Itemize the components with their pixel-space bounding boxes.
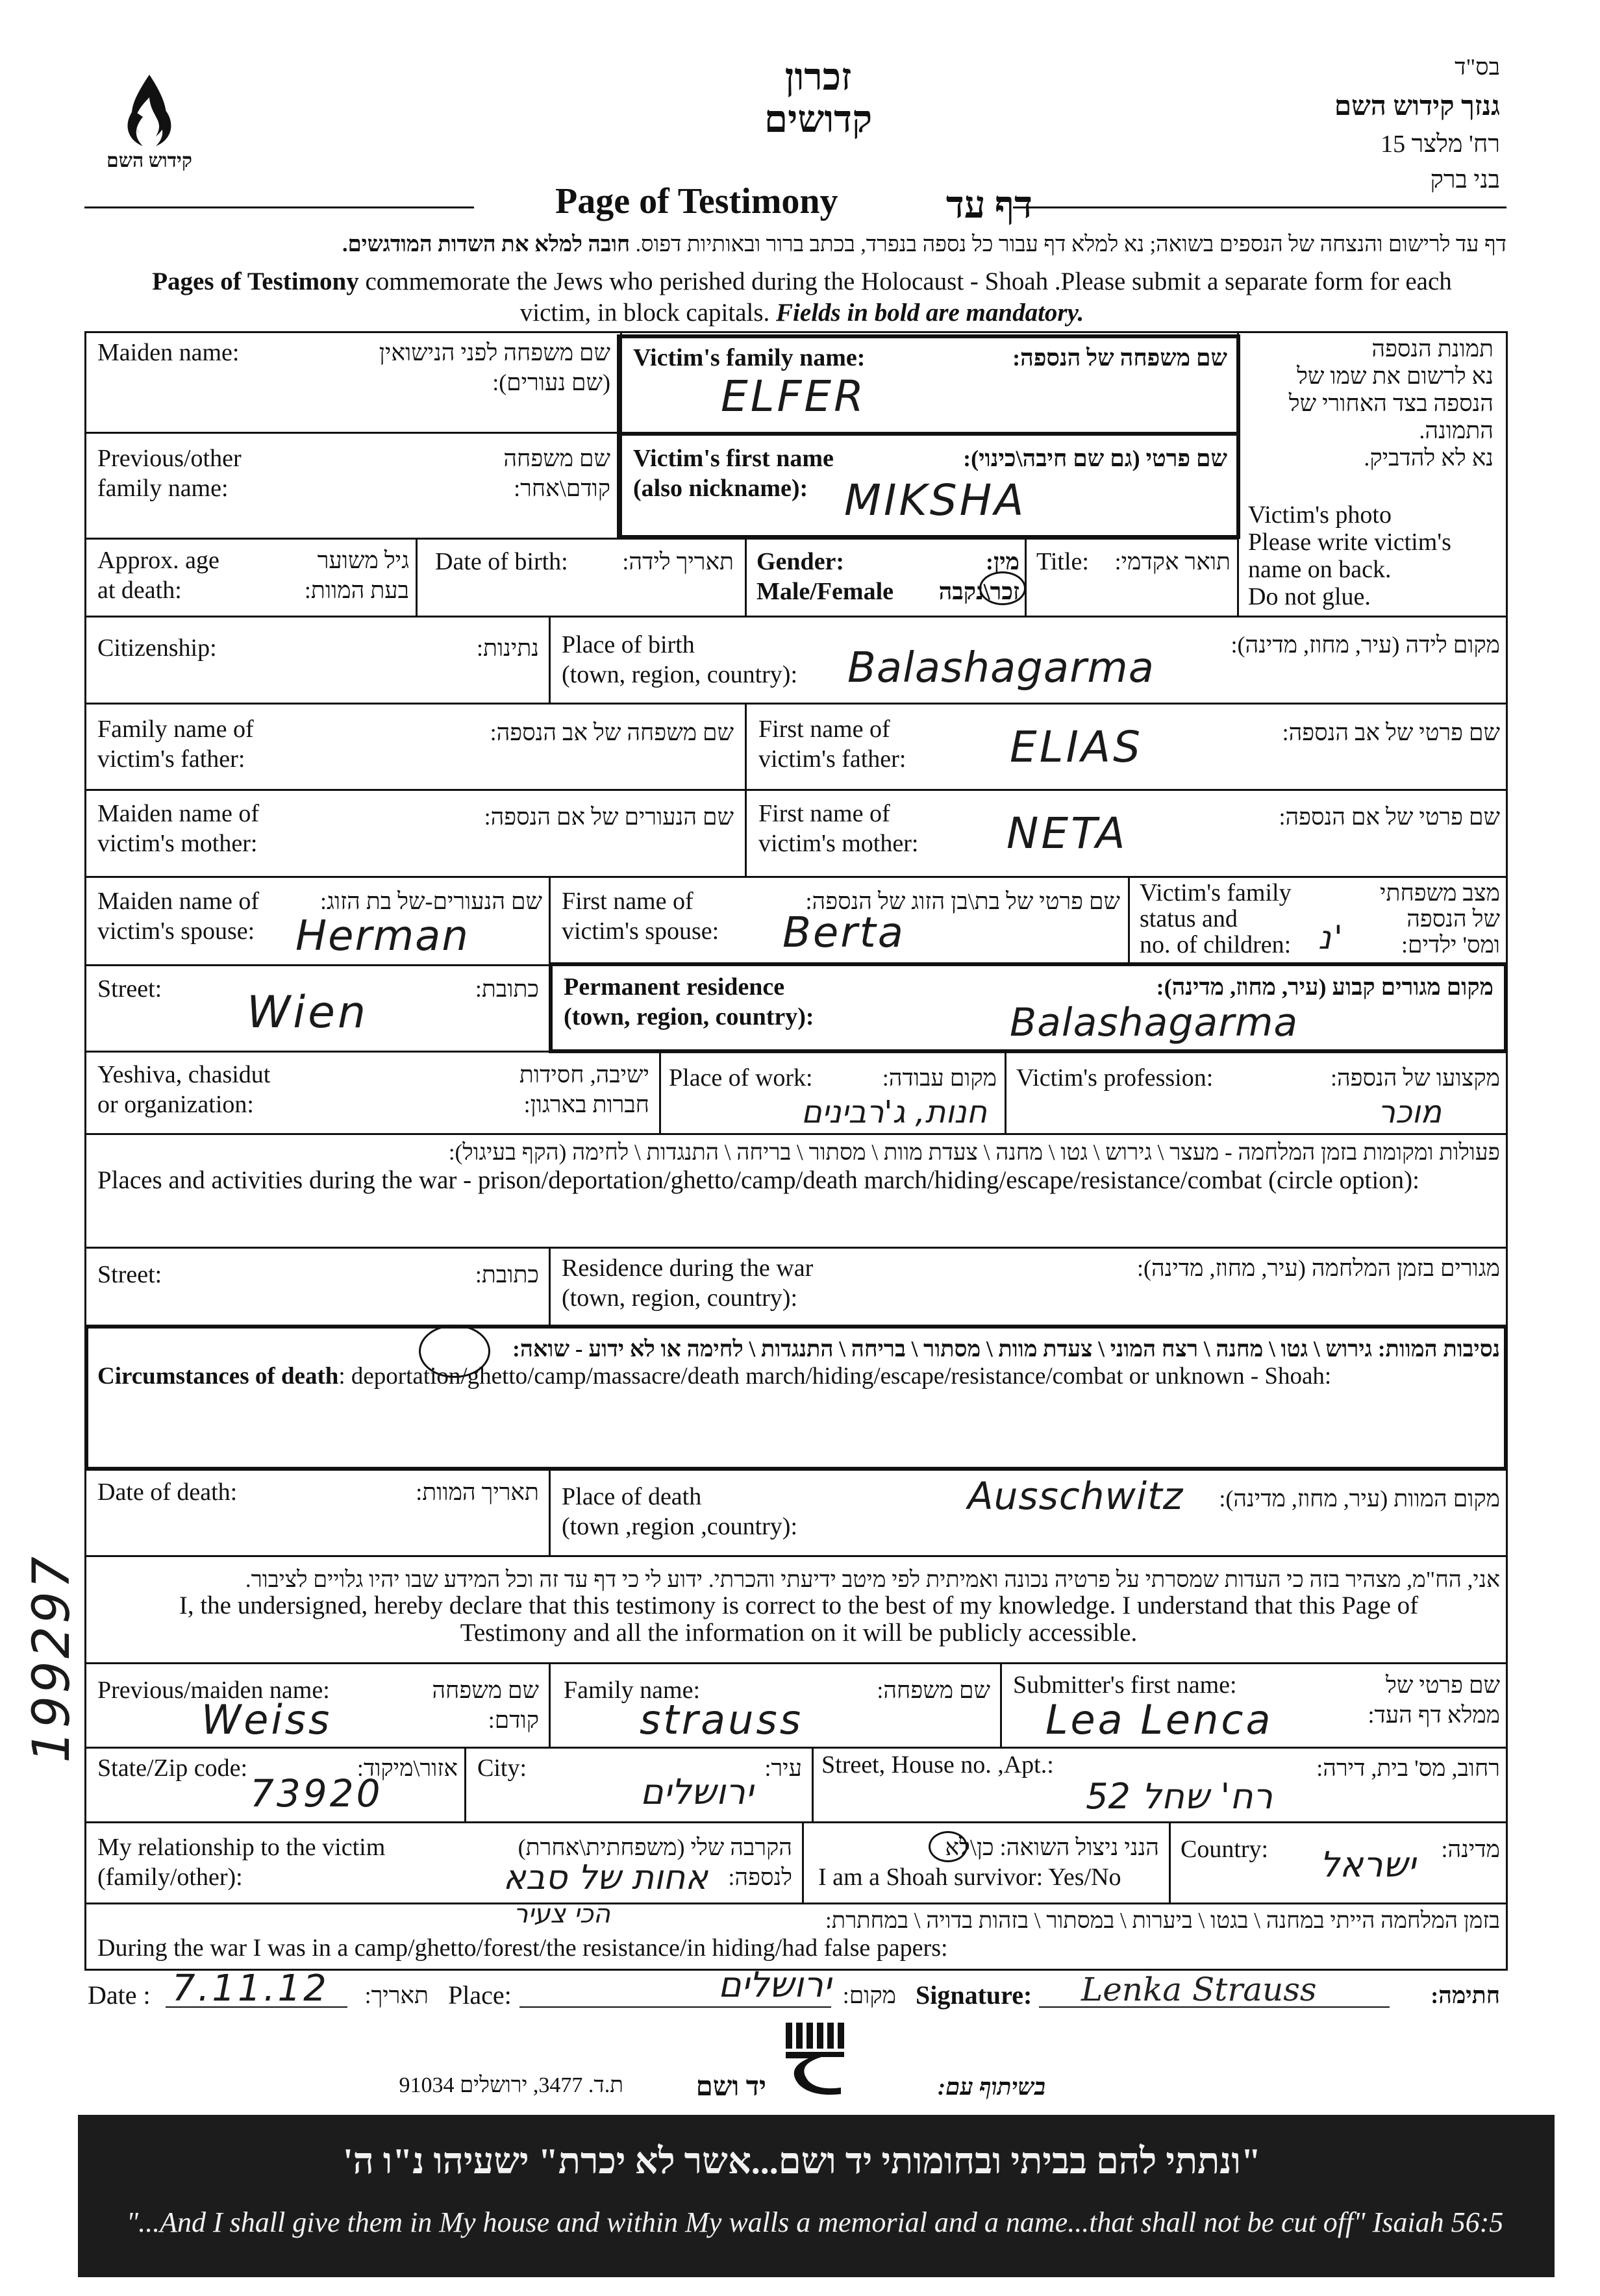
photo-en-4: Do not glue. bbox=[1248, 583, 1371, 610]
rule bbox=[1169, 1821, 1171, 1903]
rule bbox=[1025, 538, 1027, 616]
instructions-he-mandatory: חובה למלא את השדות המודגשים. bbox=[342, 232, 631, 256]
father-first-value[interactable]: ELIAS bbox=[1010, 722, 1143, 772]
rule bbox=[812, 1747, 814, 1821]
photo-he-3: הנספה בצד האחורי של bbox=[1288, 390, 1494, 416]
date-label: Date : bbox=[88, 1980, 151, 2010]
gender-he-1: מין: bbox=[986, 549, 1019, 575]
relationship-label-he: הקרבה שלי (משפחתית\אחרת) לנספה: bbox=[518, 1834, 792, 1890]
rule bbox=[84, 789, 1508, 791]
war-residence-label-he: מגורים בזמן המלחמה (עיר, מחוז, מדינה): bbox=[1136, 1255, 1500, 1281]
place-of-death-value[interactable]: Ausschwitz bbox=[968, 1474, 1184, 1518]
first-name-value[interactable]: MIKSHA bbox=[844, 475, 1027, 525]
pob-label-he: מקום לידה (עיר, מחוז, מדינה): bbox=[1231, 632, 1500, 658]
mother-maiden-label bbox=[97, 799, 259, 858]
citizenship-label: Citizenship: bbox=[97, 634, 217, 662]
age-label bbox=[97, 545, 219, 605]
family-name-label: Victim's family name: bbox=[633, 344, 866, 371]
rule bbox=[1005, 1051, 1006, 1133]
partner-label: בשיתוף עם: bbox=[938, 2074, 1045, 2100]
rule bbox=[84, 538, 1239, 540]
rule bbox=[549, 1471, 551, 1555]
father-first-label-he: שם פרטי של אב הנספה: bbox=[1282, 719, 1500, 745]
permanent-residence-label bbox=[564, 972, 814, 1032]
permanent-residence-value[interactable]: Balashagarma bbox=[1010, 1000, 1299, 1045]
circumstances-he: נסיבות המוות: גירוש \ גטו \ מחנה \ רצח המוני \ צעדת מוות \ מסתור \ בריחה \ התנגדות \ לחימה או לא ידוע - שואה: bbox=[512, 1336, 1500, 1362]
rule bbox=[84, 616, 1508, 618]
submitter-prev-label: Previous/maiden name: bbox=[97, 1677, 330, 1704]
date-value[interactable]: 7.11.12 bbox=[172, 1967, 329, 2010]
rule bbox=[84, 1247, 1508, 1249]
shoah-circle[interactable] bbox=[419, 1325, 490, 1378]
submitter-first-value[interactable]: Lea Lenca bbox=[1045, 1696, 1273, 1743]
rule bbox=[84, 876, 1508, 878]
father-family-label bbox=[97, 714, 254, 774]
title-label: Title: bbox=[1036, 548, 1089, 575]
circumstances-en-bold: Circumstances of death bbox=[97, 1363, 339, 1390]
pob-value[interactable]: Balashagarma bbox=[847, 644, 1155, 692]
relationship-value[interactable]: אחות של סבא bbox=[503, 1858, 708, 1897]
place-of-death-en-2: (town ,region ,country): bbox=[562, 1513, 798, 1540]
country-value[interactable]: ישראל bbox=[1319, 1844, 1416, 1885]
father-first-en-1: First name of bbox=[758, 716, 890, 743]
submitter-family-label-he: שם משפחה: bbox=[877, 1677, 990, 1703]
pob-label bbox=[562, 630, 797, 690]
father-family-en-2: victim's father: bbox=[97, 745, 245, 773]
profession-label-he: מקצועו של הנספה: bbox=[1330, 1065, 1500, 1091]
city-value[interactable]: ירושלים bbox=[640, 1771, 753, 1812]
yeshiva-en-1: Yeshiva, chasidut bbox=[97, 1061, 271, 1088]
signature-label: Signature: bbox=[916, 1980, 1032, 2010]
flame-logo-icon bbox=[110, 71, 188, 195]
rule bbox=[464, 1747, 466, 1821]
zip-value[interactable]: 73920 bbox=[250, 1771, 383, 1816]
place-label: Place: bbox=[448, 1980, 512, 2010]
rule bbox=[549, 616, 551, 703]
war-residence-label bbox=[562, 1253, 813, 1313]
rule bbox=[549, 1247, 551, 1325]
dob-label: Date of birth: bbox=[435, 548, 568, 575]
rule bbox=[84, 432, 623, 434]
rule bbox=[1128, 876, 1130, 964]
photo-he-5: נא לא להדביק. bbox=[1364, 445, 1494, 471]
place-value[interactable]: ירושלים bbox=[718, 1964, 831, 2005]
submitter-prev-label-he: שם משפחה קודם: bbox=[432, 1677, 539, 1733]
street-label: Street: bbox=[97, 975, 162, 1003]
place-of-death-label bbox=[562, 1482, 797, 1541]
circumstances-en bbox=[97, 1362, 1331, 1390]
photo-he-4: התמונה. bbox=[1419, 418, 1494, 443]
header-right-rule bbox=[1013, 206, 1506, 208]
war-residence-en-1: Residence during the war bbox=[562, 1254, 814, 1282]
profession-value[interactable]: מוכר bbox=[1377, 1094, 1442, 1130]
page-title-he: דף עד bbox=[945, 184, 1032, 226]
instructions-en-text: commemorate the Jews who perished during the Holocaust - Shoah .Please submit a separate form for each bbox=[358, 268, 1452, 295]
submitter-family-label: Family name: bbox=[564, 1677, 701, 1704]
father-first-en-2: victim's father: bbox=[758, 745, 906, 773]
spouse-maiden-value[interactable]: Herman bbox=[295, 912, 469, 960]
work-label-he: מקום עבודה: bbox=[882, 1065, 997, 1091]
declaration-he: אני, הח"מ, מצהיר בזה כי העדות שמסרתי על פרטיה נכונה ואמיתית לפי מיטב ידיעתי והכרתי. ידוע לי כי דף עד זה וכל המידע שבו יהיו גלויים לציבור. bbox=[245, 1567, 1500, 1592]
family-status-label bbox=[1140, 880, 1292, 958]
spouse-maiden-label-he: שם הנעורים-של בת הזוג: bbox=[320, 888, 542, 914]
relationship-en-1: My relationship to the victim bbox=[97, 1834, 386, 1861]
place-of-death-label-he: מקום המוות (עיר, מחוז, מדינה): bbox=[1219, 1486, 1500, 1512]
rule bbox=[84, 703, 1508, 705]
war-street-label-he: כתובת: bbox=[475, 1262, 539, 1288]
spouse-first-en-1: First name of bbox=[562, 888, 694, 915]
age-en-1: Approx. age bbox=[97, 547, 219, 574]
photo-en-2: Please write victim's bbox=[1248, 529, 1451, 556]
family-status-en-1: Victim's family bbox=[1140, 879, 1292, 906]
war-status-value[interactable]: הכי צעיר bbox=[513, 1899, 610, 1929]
submitter-first-label: Submitter's first name: bbox=[1013, 1671, 1237, 1699]
spouse-first-label-he: שם פרטי של בת\בן הזוג של הנספה: bbox=[805, 888, 1120, 914]
family-status-he-1: מצב משפחתי bbox=[1380, 880, 1500, 906]
gender-label bbox=[756, 547, 894, 606]
age-en-2: at death: bbox=[97, 577, 182, 604]
father-first-label bbox=[758, 714, 906, 774]
photo-en-3: name on back. bbox=[1248, 556, 1392, 583]
citizenship-label-he: נתינות: bbox=[477, 635, 539, 661]
header-left-rule bbox=[84, 206, 474, 208]
spouse-maiden-label bbox=[97, 886, 259, 946]
relationship-label bbox=[97, 1832, 385, 1892]
first-name-label-he: שם פרטי (גם שם חיבה\כינוי): bbox=[963, 445, 1227, 471]
archive-name: גנזך קידוש השם bbox=[1334, 92, 1500, 121]
rule bbox=[1237, 331, 1239, 617]
photo-instructions-he bbox=[1247, 335, 1494, 471]
country-label: Country: bbox=[1181, 1836, 1269, 1863]
first-name-en-2: (also nickname): bbox=[633, 475, 808, 502]
bsd: בס"ד bbox=[1455, 54, 1500, 80]
rule bbox=[416, 538, 418, 616]
rule bbox=[84, 1555, 1508, 1557]
rule bbox=[84, 1903, 1508, 1904]
previous-name-en-1: Previous/other bbox=[97, 445, 242, 472]
rule bbox=[84, 1662, 1508, 1664]
war-residence-en-2: (town, region, country): bbox=[562, 1284, 798, 1312]
yadvashem-name: יד ושם bbox=[695, 2072, 766, 2102]
previous-name-he-1: שם משפחה bbox=[503, 445, 610, 471]
title-he-zikaron: זכרון bbox=[784, 56, 852, 98]
quote-he: "ונתתי להם בביתי ובחומותי יד ושם...אשר לא יכרת" ישעיהו נ"ו ה' bbox=[343, 2141, 1261, 2182]
instructions-en bbox=[97, 266, 1506, 329]
logo bbox=[106, 71, 192, 195]
gender-male-circle[interactable] bbox=[979, 571, 1026, 605]
maiden-name-label-he bbox=[364, 338, 610, 397]
photo-en-1: Victim's photo bbox=[1248, 501, 1392, 529]
archive-street: רח' מלצר 15 bbox=[1381, 131, 1500, 158]
instructions-en-mandatory: Fields in bold are mandatory. bbox=[776, 299, 1084, 327]
mother-first-label bbox=[758, 799, 918, 858]
age-label-he bbox=[286, 545, 409, 605]
yeshiva-he-1: ישיבה, חסידות bbox=[519, 1062, 649, 1088]
maiden-name-label: Maiden name: bbox=[97, 339, 240, 366]
work-value[interactable]: חנות, ג'רבינים bbox=[801, 1094, 987, 1130]
instructions-en-text-2: victim, in block capitals. bbox=[519, 299, 777, 327]
date-of-death-label: Date of death: bbox=[97, 1479, 238, 1506]
signature-value[interactable]: Lenka Strauss bbox=[1081, 1971, 1317, 2008]
country-label-he: מדינה: bbox=[1441, 1836, 1500, 1862]
relationship-en-2: (family/other): bbox=[97, 1864, 243, 1891]
rule bbox=[84, 1747, 1508, 1749]
spouse-maiden-en-2: victim's spouse: bbox=[97, 917, 255, 945]
spouse-first-value[interactable]: Berta bbox=[782, 909, 905, 957]
declaration-en-1: I, the undersigned, hereby declare that this testimony is correct to the best of my knowledge. I understand that this Page of bbox=[179, 1591, 1419, 1619]
place-line bbox=[519, 2006, 831, 2008]
war-places-he: פעולות ומקומות בזמן המלחמה - מעצר \ גירוש \ גטו \ מחנה \ צעדת מוות \ מסתור \ בריחה \ התנגדות \ לחימה (הקף בעיגול): bbox=[448, 1140, 1500, 1165]
city-label: City: bbox=[477, 1754, 527, 1782]
date-of-death-label-he: תאריך המוות: bbox=[416, 1479, 539, 1505]
margin-number: 199297 bbox=[23, 1554, 81, 1763]
family-status-he-2: של הנספה bbox=[1406, 906, 1500, 932]
submitter-first-he-2: ממלא דף העד: bbox=[1368, 1702, 1500, 1728]
gender-he-2: זכר\נקבה bbox=[938, 579, 1019, 605]
permanent-residence-label-he: מקום מגורים קבוע (עיר, מחוז, מדינה): bbox=[1156, 974, 1494, 1000]
place-of-death-en-1: Place of death bbox=[562, 1483, 702, 1510]
declaration-en-2: Testimony and all the information on it will be publicly accessible. bbox=[460, 1619, 1138, 1647]
instructions-he-text: דף עד לרישום והנצחה של הנספים בשואה; נא למלא דף עבור כל נספה בנפרד, בכתב ברור ובאותיות דפוס. bbox=[630, 232, 1506, 256]
logo-text: קידוש השם bbox=[106, 150, 192, 171]
father-family-en-1: Family name of bbox=[97, 716, 254, 743]
declaration-en bbox=[97, 1592, 1500, 1647]
submitter-first-label-he bbox=[1331, 1670, 1500, 1730]
rule bbox=[84, 1133, 1508, 1135]
photo-he-1: תמונת הנספה bbox=[1371, 336, 1494, 362]
profession-label: Victim's profession: bbox=[1016, 1064, 1214, 1092]
spouse-first-label bbox=[562, 886, 719, 946]
zip-label-he: אזור\מיקוד: bbox=[356, 1755, 458, 1781]
father-family-label-he: שם משפחה של אב הנספה: bbox=[490, 719, 734, 745]
dob-label-he: תאריך לידה: bbox=[622, 549, 734, 575]
yeshiva-label bbox=[97, 1060, 270, 1119]
pob-en-2: (town, region, country): bbox=[562, 661, 798, 688]
family-status-value[interactable]: נ' bbox=[1318, 919, 1345, 956]
gender-en-1: Gender: bbox=[756, 548, 845, 575]
submitter-family-value[interactable]: strauss bbox=[640, 1696, 803, 1743]
mother-first-label-he: שם פרטי של אם הנספה: bbox=[1279, 804, 1500, 830]
family-name-value[interactable]: ELFER bbox=[721, 371, 866, 421]
rule bbox=[84, 1821, 1508, 1823]
street-apt-label-he: רחוב, מס' בית, דירה: bbox=[1316, 1755, 1500, 1781]
photo-he-2: נא לרשום את שמו של bbox=[1297, 363, 1494, 389]
war-status-he: בזמן המלחמה הייתי במחנה \ בגטו \ ביערות \ במסתור \ בזהות בדויה \ במחתרת: bbox=[825, 1908, 1500, 1933]
mother-maiden-label-he: שם הנעורים של אם הנספה: bbox=[484, 804, 734, 830]
family-status-label-he bbox=[1357, 880, 1500, 958]
mother-maiden-en-2: victim's mother: bbox=[97, 830, 258, 857]
rule bbox=[1000, 1662, 1002, 1747]
maiden-name-he-2: (שם נעורים): bbox=[492, 369, 610, 395]
date-label-he: תאריך: bbox=[364, 1982, 429, 2008]
rule bbox=[802, 1821, 804, 1903]
rule bbox=[617, 432, 1240, 436]
rule bbox=[745, 703, 747, 876]
street-apt-label: Street, House no. ,Apt.: bbox=[821, 1751, 1054, 1778]
submitter-prev-value[interactable]: Weiss bbox=[201, 1696, 332, 1743]
age-he-2: בעת המוות: bbox=[304, 577, 409, 603]
gender-en-2: Male/Female bbox=[756, 578, 894, 605]
circumstances-en-text: : deportation/ghetto/camp/massacre/death march/hiding/escape/resistance/combat or unknown - Shoah: bbox=[338, 1363, 1332, 1390]
family-status-en-2: status and bbox=[1140, 905, 1238, 932]
quote-banner bbox=[78, 2115, 1555, 2277]
rule bbox=[745, 538, 747, 616]
title-he-kedoshim: קדושים bbox=[764, 98, 873, 140]
pob-en-1: Place of birth bbox=[562, 631, 695, 658]
age-he-1: גיל משוער bbox=[317, 547, 409, 573]
war-status-en: During the war I was in a camp/ghetto/forest/the resistance/in hiding/had false papers: bbox=[97, 1934, 948, 1962]
yeshiva-label-he bbox=[468, 1060, 649, 1119]
war-places-en: Places and activities during the war - prison/deportation/ghetto/camp/death march/hiding/escape/resistance/combat (circle option): bbox=[97, 1166, 1419, 1194]
place-label-he: מקום: bbox=[842, 1982, 896, 2008]
war-street-label: Street: bbox=[97, 1261, 162, 1288]
spouse-first-en-2: victim's spouse: bbox=[562, 917, 719, 945]
mother-maiden-en-1: Maiden name of bbox=[97, 800, 260, 827]
permanent-residence-en-2: (town, region, country): bbox=[564, 1003, 814, 1030]
rule bbox=[549, 876, 551, 964]
permanent-residence-en-1: Permanent residence bbox=[564, 973, 785, 1001]
archive-city: בני ברק bbox=[1430, 166, 1500, 193]
mother-first-en-1: First name of bbox=[758, 800, 890, 827]
mother-first-en-2: victim's mother: bbox=[758, 830, 919, 857]
submitter-first-he-1: שם פרטי של bbox=[1385, 1672, 1500, 1698]
family-status-he-3: ומס' ילדים: bbox=[1401, 932, 1500, 958]
instructions-he bbox=[97, 232, 1506, 257]
yadvashem-address: ת.ד. 3477, ירושלים 91034 bbox=[399, 2073, 623, 2097]
title-label-he: תואר אקדמי: bbox=[1114, 549, 1231, 575]
street-label-he: כתובת: bbox=[475, 976, 539, 1002]
yeshiva-en-2: or organization: bbox=[97, 1091, 254, 1118]
previous-name-he-2: קודם\אחר: bbox=[514, 475, 610, 501]
work-label: Place of work: bbox=[669, 1064, 813, 1092]
yeshiva-he-2: חברות בארגון: bbox=[523, 1092, 649, 1117]
zip-label: State/Zip code: bbox=[97, 1754, 248, 1782]
rule bbox=[549, 1662, 551, 1747]
spouse-maiden-en-1: Maiden name of bbox=[97, 888, 260, 915]
mother-first-value[interactable]: NETA bbox=[1006, 808, 1128, 858]
city-label-he: עיר: bbox=[764, 1755, 802, 1781]
previous-name-en-2: family name: bbox=[97, 475, 229, 502]
previous-name-label bbox=[97, 443, 242, 503]
survivor-label: I am a Shoah survivor: Yes/No bbox=[818, 1864, 1121, 1891]
quote-en: "...And I shall give them in My house and within My walls a memorial and a name...that shall not be cut off" Isaiah 56:5 bbox=[126, 2206, 1504, 2238]
page-title-en: Page of Testimony bbox=[555, 181, 838, 221]
signature-label-he: חתימה: bbox=[1431, 1982, 1500, 2008]
survivor-no-circle[interactable] bbox=[929, 1831, 968, 1862]
street-apt-value[interactable]: רח' שחל 52 bbox=[1086, 1776, 1273, 1817]
rule bbox=[659, 1051, 661, 1133]
first-name-label bbox=[633, 443, 834, 503]
street-value[interactable]: Wien bbox=[247, 987, 369, 1038]
first-name-en-1: Victim's first name bbox=[633, 445, 834, 472]
family-name-label-he: שם משפחה של הנספה: bbox=[1012, 345, 1227, 371]
previous-name-label-he bbox=[442, 443, 610, 503]
family-status-en-3: no. of children: bbox=[1140, 931, 1292, 958]
photo-instructions-en bbox=[1248, 501, 1451, 610]
maiden-name-he-1: שם משפחה לפני הנישואין bbox=[379, 340, 610, 366]
survivor-label-he: הנני ניצול השואה: כן\לא bbox=[945, 1834, 1159, 1860]
instructions-en-bold: Pages of Testimony bbox=[152, 268, 359, 295]
